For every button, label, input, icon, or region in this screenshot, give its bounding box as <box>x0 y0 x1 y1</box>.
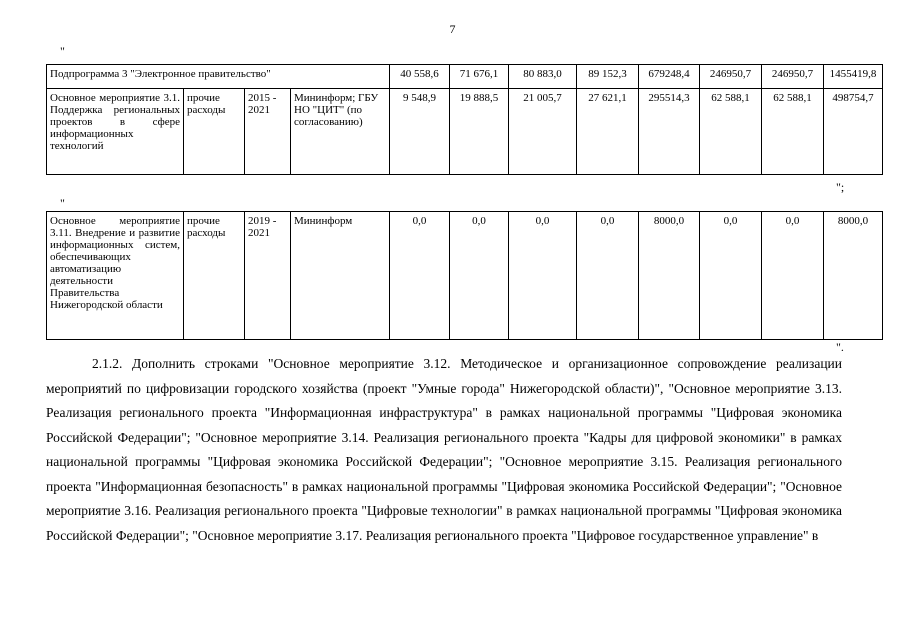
opening-quote: " <box>60 44 65 58</box>
value-cell: 8000,0 <box>824 212 883 340</box>
opening-quote-2: " <box>60 196 65 210</box>
measure-name: Основное мероприятие 3.1. Поддержка региональных проектов в сфере информационных технологий <box>47 89 184 175</box>
value-cell: 0,0 <box>450 212 509 340</box>
budget-table-1 <box>46 64 883 175</box>
value-cell: 679248,4 <box>639 65 700 89</box>
value-cell: 19 888,5 <box>450 89 509 175</box>
period: 2015 - 2021 <box>245 89 291 175</box>
value-cell: 62 588,1 <box>762 89 824 175</box>
value-cell: 0,0 <box>390 212 450 340</box>
closing-quote-1: "; <box>836 180 845 194</box>
cost-type: прочие расходы <box>184 89 245 175</box>
value-cell: 40 558,6 <box>390 65 450 89</box>
executor: Мининформ <box>291 212 390 340</box>
value-cell: 8000,0 <box>639 212 700 340</box>
value-cell: 62 588,1 <box>700 89 762 175</box>
value-cell: 89 152,3 <box>577 65 639 89</box>
value-cell: 1455419,8 <box>824 65 883 89</box>
value-cell: 246950,7 <box>762 65 824 89</box>
value-cell: 80 883,0 <box>509 65 577 89</box>
value-cell: 295514,3 <box>639 89 700 175</box>
value-cell: 0,0 <box>509 212 577 340</box>
amendment-paragraph: 2.1.2. Дополнить строками "Основное мероприятие 3.12. Методическое и организационное сопровождение реализации мероприятий по цифровизации городского хозяйства (проект "Умные города" Нижегородской области)", "Основное мероприятие 3.13. Реализация регионального проекта "Информационная инфраструктура" в рамках национальной программы "Цифровая экономика Российской Федерации"; "Основное мероприятие 3.14. Реализация регионального проекта "Кадры для цифровой экономики" в рамках национальной программы "Цифровая экономика Российской Федерации"; "Основное мероприятие 3.15. Реализация регионального проекта "Информационная безопасность" в рамках национальной программы "Цифровая экономика Российской Федерации"; "Основное мероприятие 3.16. Реализация регионального проекта "Цифровые технологии" в рамках национальной программы "Цифровая экономика Российской Федерации"; "Основное мероприятие 3.17. Реализация регионального проекта "Цифровое государственное управление" в <box>46 356 842 543</box>
value-cell: 0,0 <box>762 212 824 340</box>
value-cell: 0,0 <box>577 212 639 340</box>
cost-type: прочие расходы <box>184 212 245 340</box>
period: 2019 - 2021 <box>245 212 291 340</box>
value-cell: 21 005,7 <box>509 89 577 175</box>
measure-row <box>47 212 883 340</box>
executor: Мининформ; ГБУ НО "ЦИТ" (по согласованию) <box>291 89 390 175</box>
budget-table-2 <box>46 211 883 340</box>
measure-name: Основное мероприятие 3.11. Внедрение и развитие информационных систем, обеспечивающих автоматизацию деятельности Правительства Нижегородской области <box>47 212 184 340</box>
value-cell: 9 548,9 <box>390 89 450 175</box>
subprogram-row <box>47 65 883 89</box>
value-cell: 0,0 <box>700 212 762 340</box>
value-cell: 71 676,1 <box>450 65 509 89</box>
value-cell: 498754,7 <box>824 89 883 175</box>
value-cell: 246950,7 <box>700 65 762 89</box>
closing-quote-2: ". <box>836 340 844 354</box>
page-number: 7 <box>449 22 456 36</box>
measure-row <box>47 89 883 175</box>
amendment-text <box>46 352 842 548</box>
value-cell: 27 621,1 <box>577 89 639 175</box>
subprogram-label: Подпрограмма 3 "Электронное правительство" <box>47 65 390 89</box>
